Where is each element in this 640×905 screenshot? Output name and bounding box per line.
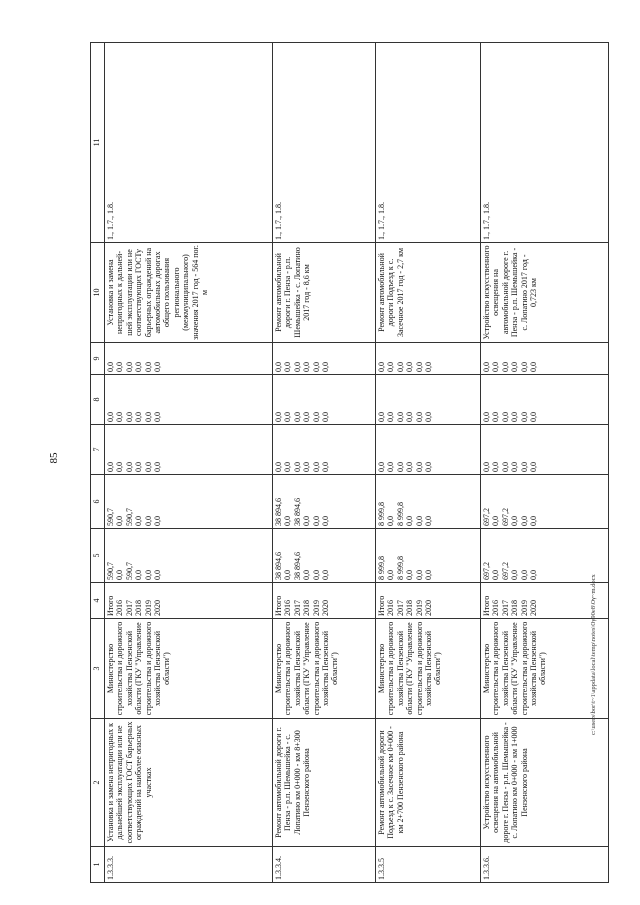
other-sources-cell-value: 0,0 bbox=[377, 362, 386, 372]
year-cell bbox=[376, 583, 481, 619]
other-sources-cell-value: 0,0 bbox=[395, 362, 405, 372]
federal-budget-cell-value: 0,0 bbox=[395, 462, 405, 472]
other-sources-cell-value: 0,0 bbox=[500, 362, 510, 372]
local-budget-cell-value: 0,0 bbox=[519, 412, 529, 422]
local-budget-cell-value: 0,0 bbox=[500, 412, 510, 422]
regional-budget-cell-value: 0,0 bbox=[414, 516, 424, 526]
total-funding-cell-value: 0,0 bbox=[519, 570, 529, 580]
other-sources-cell bbox=[273, 343, 376, 375]
indicator-link-cell: 1., 1.7., 1.8. bbox=[481, 43, 609, 243]
federal-budget-cell bbox=[481, 425, 609, 475]
year-cell-value: 2019 bbox=[414, 600, 424, 616]
federal-budget-cell-value: 0,0 bbox=[528, 462, 538, 472]
regional-budget-cell-value: 0,0 bbox=[386, 516, 396, 526]
year-cell-value: 2019 bbox=[519, 600, 529, 616]
local-budget-cell-value: 0,0 bbox=[152, 412, 162, 422]
local-budget-cell-value: 0,0 bbox=[423, 412, 433, 422]
federal-budget-cell-value: 0,0 bbox=[134, 462, 144, 472]
activity-name-cell: Ремонт автомобильной дороги г. Пенза - р.п. Шемышейка - с. Лопатино км 0+000 - км 8+300 Пензенского района bbox=[273, 719, 376, 847]
activity-name-cell: Ремонт автомобильной дороги Подъезд к с. Засечное км 0+000 - км 2+700 Пензенского района bbox=[376, 719, 481, 847]
federal-budget-cell-value: 0,0 bbox=[124, 462, 134, 472]
expected-result-cell: Устройство искусственного освещения на автомобильной дороге г. Пенза - р.п. Шемышейка - с. Лопатино 2017 год - 0,723 км bbox=[481, 243, 609, 343]
year-cell-value: 2019 bbox=[143, 600, 153, 616]
federal-budget-cell-value: 0,0 bbox=[500, 462, 510, 472]
local-budget-cell-value: 0,0 bbox=[143, 412, 153, 422]
local-budget-cell-value: 0,0 bbox=[124, 412, 134, 422]
federal-budget-cell-value: 0,0 bbox=[320, 462, 330, 472]
federal-budget-cell-value: 0,0 bbox=[283, 462, 293, 472]
total-funding-cell-value: 8 999,8 bbox=[377, 556, 386, 580]
total-funding-cell-value: 0,0 bbox=[528, 570, 538, 580]
item-number-cell: 1.3.3.4. bbox=[273, 847, 376, 883]
total-funding-cell bbox=[376, 529, 481, 583]
local-budget-cell-value: 0,0 bbox=[405, 412, 415, 422]
federal-budget-cell-value: 0,0 bbox=[519, 462, 529, 472]
regional-budget-cell-value: 0,0 bbox=[302, 516, 312, 526]
executor-cell: Министерство строительства и дорожного хозяйства Пензенской области (ГКУ "Управление строительства и дорожного хозяйства Пензенской области") bbox=[105, 619, 273, 719]
year-cell-value: 2018 bbox=[302, 600, 312, 616]
total-funding-cell-value: 0,0 bbox=[152, 570, 162, 580]
local-budget-cell-value: 0,0 bbox=[395, 412, 405, 422]
federal-budget-cell-value: 0,0 bbox=[302, 462, 312, 472]
year-cell-value: 2017 bbox=[395, 600, 405, 616]
total-funding-cell-value: 0,0 bbox=[510, 570, 520, 580]
total-funding-cell-value: 697,2 bbox=[500, 562, 510, 580]
local-budget-cell bbox=[481, 375, 609, 425]
regional-budget-cell bbox=[273, 475, 376, 529]
header-cell: 3 bbox=[91, 619, 105, 719]
other-sources-cell-value: 0,0 bbox=[423, 362, 433, 372]
local-budget-cell bbox=[105, 375, 273, 425]
total-funding-cell bbox=[105, 529, 273, 583]
regional-budget-cell-value: 0,0 bbox=[491, 516, 501, 526]
item-number-cell: 1.3.3.5 bbox=[376, 847, 481, 883]
regional-budget-cell bbox=[481, 475, 609, 529]
header-cell: 11 bbox=[91, 43, 105, 243]
total-funding-cell-value: 0,0 bbox=[491, 570, 501, 580]
local-budget-cell-value: 0,0 bbox=[115, 412, 125, 422]
year-cell-value: 2018 bbox=[134, 600, 144, 616]
total-funding-cell-value: 0,0 bbox=[414, 570, 424, 580]
total-funding-cell-value: 0,0 bbox=[405, 570, 415, 580]
year-cell-value: Итого bbox=[274, 595, 283, 616]
federal-budget-cell-value: 0,0 bbox=[292, 462, 302, 472]
expected-result-cell: Ремонт автомобильной дороги Подъезд к с. Засечное 2017 год - 2,7 км bbox=[376, 243, 481, 343]
item-number-cell: 1.3.3.6. bbox=[481, 847, 609, 883]
activity-name-cell: Устройство искусственного освещения на автомобильной дороге г. Пенза - р.п. Шемышейка - с. Лопатино км 0+000 - км 1+000 Пензенского района bbox=[481, 719, 609, 847]
federal-budget-cell-value: 0,0 bbox=[152, 462, 162, 472]
executor-cell: Министерство строительства и дорожного хозяйства Пензенской области (ГКУ "Управление строительства и дорожного хозяйства Пензенской области") bbox=[376, 619, 481, 719]
federal-budget-cell-value: 0,0 bbox=[377, 462, 386, 472]
other-sources-cell-value: 0,0 bbox=[152, 362, 162, 372]
executor-cell: Министерство строительства и дорожного хозяйства Пензенской области (ГКУ "Управление строительства и дорожного хозяйства Пензенской области") bbox=[481, 619, 609, 719]
other-sources-cell-value: 0,0 bbox=[519, 362, 529, 372]
federal-budget-cell-value: 0,0 bbox=[510, 462, 520, 472]
total-funding-cell-value: 697,2 bbox=[482, 562, 491, 580]
local-budget-cell-value: 0,0 bbox=[311, 412, 321, 422]
other-sources-cell-value: 0,0 bbox=[482, 362, 491, 372]
regional-budget-cell bbox=[105, 475, 273, 529]
regional-budget-cell-value: 8 999,8 bbox=[377, 502, 386, 526]
year-cell-value: 2020 bbox=[152, 600, 162, 616]
table-row bbox=[376, 43, 481, 883]
other-sources-cell bbox=[376, 343, 481, 375]
program-table bbox=[90, 42, 609, 883]
federal-budget-cell-value: 0,0 bbox=[143, 462, 153, 472]
regional-budget-cell-value: 0,0 bbox=[283, 516, 293, 526]
other-sources-cell-value: 0,0 bbox=[528, 362, 538, 372]
year-cell-value: Итого bbox=[482, 595, 491, 616]
other-sources-cell-value: 0,0 bbox=[386, 362, 396, 372]
federal-budget-cell-value: 0,0 bbox=[311, 462, 321, 472]
year-cell-value: Итого bbox=[106, 595, 115, 616]
regional-budget-cell-value: 0,0 bbox=[519, 516, 529, 526]
total-funding-cell-value: 0,0 bbox=[115, 570, 125, 580]
local-budget-cell-value: 0,0 bbox=[491, 412, 501, 422]
table-row bbox=[481, 43, 609, 883]
regional-budget-cell-value: 0,0 bbox=[152, 516, 162, 526]
other-sources-cell-value: 0,0 bbox=[292, 362, 302, 372]
other-sources-cell-value: 0,0 bbox=[283, 362, 293, 372]
header-cell: 1 bbox=[91, 847, 105, 883]
local-budget-cell-value: 0,0 bbox=[283, 412, 293, 422]
regional-budget-cell bbox=[376, 475, 481, 529]
other-sources-cell-value: 0,0 bbox=[106, 362, 115, 372]
regional-budget-cell-value: 38 894,6 bbox=[292, 498, 302, 526]
federal-budget-cell-value: 0,0 bbox=[482, 462, 491, 472]
local-budget-cell bbox=[273, 375, 376, 425]
regional-budget-cell-value: 590,7 bbox=[124, 508, 134, 526]
total-funding-cell bbox=[273, 529, 376, 583]
regional-budget-cell-value: 590,7 bbox=[106, 508, 115, 526]
other-sources-cell-value: 0,0 bbox=[320, 362, 330, 372]
activity-name-cell: Установка и замена непригодных к дальнейшей эксплуатации или не соответствующих ГОСТ барьерных ограждений на наиболее опасных участках bbox=[105, 719, 273, 847]
total-funding-cell-value: 0,0 bbox=[283, 570, 293, 580]
year-cell-value: 2017 bbox=[124, 600, 134, 616]
total-funding-cell-value: 590,7 bbox=[124, 562, 134, 580]
regional-budget-cell-value: 697,2 bbox=[482, 508, 491, 526]
page-number: 85 bbox=[48, 452, 60, 464]
footer-file-path: c:\users\bor\t~1\appdata\local\temp\notes\Ѹ90e8\Ѹ~m.docx bbox=[590, 574, 597, 735]
total-funding-cell-value: 0,0 bbox=[320, 570, 330, 580]
executor-cell: Министерство строительства и дорожного хозяйства Пензенской области (ГКУ "Управление строительства и дорожного хозяйства Пензенской области") bbox=[273, 619, 376, 719]
regional-budget-cell-value: 0,0 bbox=[311, 516, 321, 526]
expected-result-cell: Установка и замена непригодных к дальней-шей эксплуатации или не соответствующих ГОСТу барьерных ограждений на автомобильных дорогах общего пользования регионального (межмуниципального) значения 2017 год - 564 пог. м bbox=[105, 243, 273, 343]
federal-budget-cell-value: 0,0 bbox=[491, 462, 501, 472]
indicator-link-cell: 1., 1.7., 1.8. bbox=[273, 43, 376, 243]
regional-budget-cell-value: 0,0 bbox=[320, 516, 330, 526]
local-budget-cell-value: 0,0 bbox=[386, 412, 396, 422]
local-budget-cell-value: 0,0 bbox=[106, 412, 115, 422]
total-funding-cell-value: 0,0 bbox=[143, 570, 153, 580]
federal-budget-cell bbox=[105, 425, 273, 475]
table-row bbox=[105, 43, 273, 883]
total-funding-cell-value: 590,7 bbox=[106, 562, 115, 580]
other-sources-cell-value: 0,0 bbox=[134, 362, 144, 372]
item-number-cell: 1.3.3.3. bbox=[105, 847, 273, 883]
local-budget-cell-value: 0,0 bbox=[528, 412, 538, 422]
other-sources-cell-value: 0,0 bbox=[491, 362, 501, 372]
table-row bbox=[273, 43, 376, 883]
local-budget-cell bbox=[376, 375, 481, 425]
other-sources-cell-value: 0,0 bbox=[414, 362, 424, 372]
total-funding-cell-value: 8 999,8 bbox=[395, 556, 405, 580]
header-cell: 7 bbox=[91, 425, 105, 475]
other-sources-cell-value: 0,0 bbox=[311, 362, 321, 372]
other-sources-cell bbox=[481, 343, 609, 375]
year-cell bbox=[481, 583, 609, 619]
header-cell: 4 bbox=[91, 583, 105, 619]
local-budget-cell-value: 0,0 bbox=[377, 412, 386, 422]
local-budget-cell-value: 0,0 bbox=[292, 412, 302, 422]
indicator-link-cell: 1., 1.7., 1.8. bbox=[105, 43, 273, 243]
other-sources-cell-value: 0,0 bbox=[115, 362, 125, 372]
regional-budget-cell-value: 0,0 bbox=[405, 516, 415, 526]
header-cell: 5 bbox=[91, 529, 105, 583]
federal-budget-cell bbox=[273, 425, 376, 475]
header-cell: 8 bbox=[91, 375, 105, 425]
other-sources-cell-value: 0,0 bbox=[143, 362, 153, 372]
federal-budget-cell-value: 0,0 bbox=[106, 462, 115, 472]
year-cell-value: 2016 bbox=[491, 600, 501, 616]
other-sources-cell bbox=[105, 343, 273, 375]
total-funding-cell-value: 38 894,6 bbox=[274, 552, 283, 580]
total-funding-cell-value: 0,0 bbox=[423, 570, 433, 580]
other-sources-cell-value: 0,0 bbox=[274, 362, 283, 372]
regional-budget-cell-value: 0,0 bbox=[143, 516, 153, 526]
federal-budget-cell-value: 0,0 bbox=[115, 462, 125, 472]
regional-budget-cell-value: 0,0 bbox=[134, 516, 144, 526]
year-cell-value: 2019 bbox=[311, 600, 321, 616]
federal-budget-cell-value: 0,0 bbox=[274, 462, 283, 472]
other-sources-cell-value: 0,0 bbox=[302, 362, 312, 372]
header-cell: 2 bbox=[91, 719, 105, 847]
federal-budget-cell-value: 0,0 bbox=[414, 462, 424, 472]
local-budget-cell-value: 0,0 bbox=[274, 412, 283, 422]
year-cell-value: 2017 bbox=[500, 600, 510, 616]
header-cell: 6 bbox=[91, 475, 105, 529]
year-cell-value: 2016 bbox=[115, 600, 125, 616]
total-funding-cell-value: 0,0 bbox=[386, 570, 396, 580]
local-budget-cell-value: 0,0 bbox=[134, 412, 144, 422]
local-budget-cell-value: 0,0 bbox=[510, 412, 520, 422]
year-cell-value: 2018 bbox=[405, 600, 415, 616]
other-sources-cell-value: 0,0 bbox=[510, 362, 520, 372]
year-cell-value: 2017 bbox=[292, 600, 302, 616]
local-budget-cell-value: 0,0 bbox=[414, 412, 424, 422]
federal-budget-cell-value: 0,0 bbox=[386, 462, 396, 472]
year-cell-value: 2020 bbox=[528, 600, 538, 616]
year-cell-value: 2016 bbox=[386, 600, 396, 616]
other-sources-cell-value: 0,0 bbox=[124, 362, 134, 372]
federal-budget-cell bbox=[376, 425, 481, 475]
header-cell: 10 bbox=[91, 243, 105, 343]
regional-budget-cell-value: 0,0 bbox=[423, 516, 433, 526]
federal-budget-cell-value: 0,0 bbox=[405, 462, 415, 472]
total-funding-cell-value: 0,0 bbox=[302, 570, 312, 580]
year-cell-value: 2020 bbox=[423, 600, 433, 616]
expected-result-cell: Ремонт автомобильной дороги г. Пенза - р.п. Шемышейка - с. Лопатино 2017 год - 8,6 км bbox=[273, 243, 376, 343]
regional-budget-cell-value: 0,0 bbox=[510, 516, 520, 526]
regional-budget-cell-value: 0,0 bbox=[528, 516, 538, 526]
other-sources-cell-value: 0,0 bbox=[405, 362, 415, 372]
regional-budget-cell-value: 8 999,8 bbox=[395, 502, 405, 526]
indicator-link-cell: 1., 1.7., 1.8. bbox=[376, 43, 481, 243]
local-budget-cell-value: 0,0 bbox=[482, 412, 491, 422]
regional-budget-cell-value: 697,2 bbox=[500, 508, 510, 526]
local-budget-cell-value: 0,0 bbox=[302, 412, 312, 422]
year-cell bbox=[273, 583, 376, 619]
rotated-table-sheet bbox=[90, 43, 630, 883]
year-cell-value: Итого bbox=[377, 595, 386, 616]
year-cell-value: 2016 bbox=[283, 600, 293, 616]
regional-budget-cell-value: 38 894,6 bbox=[274, 498, 283, 526]
total-funding-cell-value: 0,0 bbox=[311, 570, 321, 580]
total-funding-cell bbox=[481, 529, 609, 583]
regional-budget-cell-value: 0,0 bbox=[115, 516, 125, 526]
local-budget-cell-value: 0,0 bbox=[320, 412, 330, 422]
federal-budget-cell-value: 0,0 bbox=[423, 462, 433, 472]
total-funding-cell-value: 38 894,6 bbox=[292, 552, 302, 580]
header-cell: 9 bbox=[91, 343, 105, 375]
year-cell-value: 2018 bbox=[510, 600, 520, 616]
total-funding-cell-value: 0,0 bbox=[134, 570, 144, 580]
header-row bbox=[91, 43, 105, 883]
year-cell bbox=[105, 583, 273, 619]
year-cell-value: 2020 bbox=[320, 600, 330, 616]
